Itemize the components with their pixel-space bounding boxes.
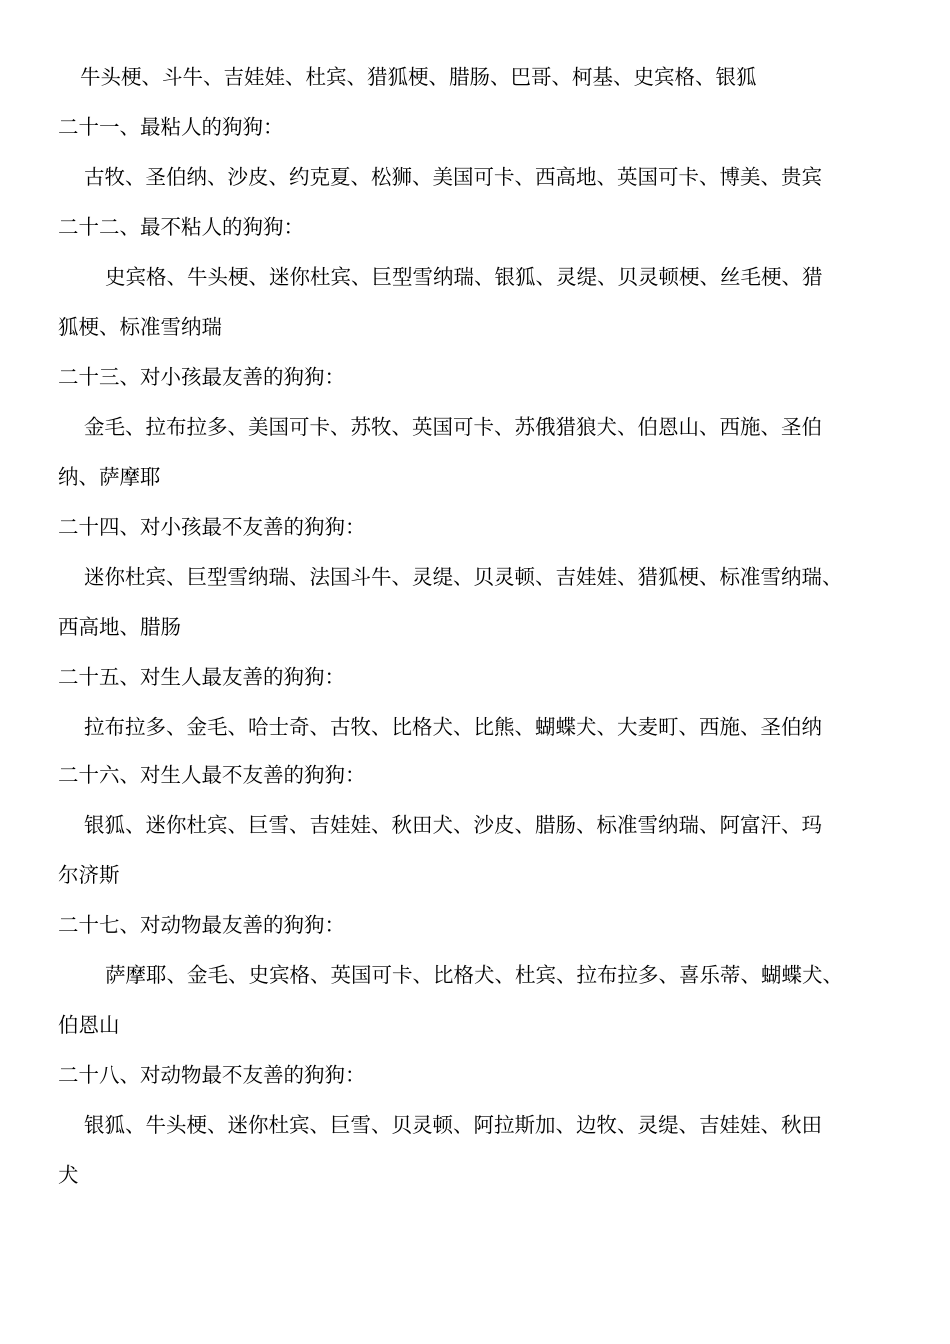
section-heading: 二十四、对小孩最不友善的狗狗： [58,515,366,539]
list-line: 银狐、迷你杜宾、巨雪、吉娃娃、秋田犬、沙皮、腊肠、标准雪纳瑞、阿富汗、玛 [84,813,822,837]
list-line: 萨摩耶、金毛、史宾格、英国可卡、比格犬、杜宾、拉布拉多、喜乐蒂、蝴蝶犬、 [105,963,843,987]
list-line-continuation: 尔济斯 [58,863,120,887]
list-line: 银狐、牛头梗、迷你杜宾、巨雪、贝灵顿、阿拉斯加、边牧、灵缇、吉娃娃、秋田 [84,1113,822,1137]
section-heading: 二十七、对动物最友善的狗狗： [58,913,345,937]
section-heading: 二十一、最粘人的狗狗： [58,115,284,139]
list-line: 迷你杜宾、巨型雪纳瑞、法国斗牛、灵缇、贝灵顿、吉娃娃、猎狐梗、标准雪纳瑞、 [84,565,843,589]
list-line-continuation: 纳、萨摩耶 [58,465,161,489]
section-heading: 二十三、对小孩最友善的狗狗： [58,365,345,389]
list-line-continuation: 西高地、腊肠 [58,615,181,639]
list-line-continuation: 伯恩山 [58,1013,120,1037]
list-line: 古牧、圣伯纳、沙皮、约克夏、松狮、美国可卡、西高地、英国可卡、博美、贵宾 [84,165,822,189]
list-line: 牛头梗、斗牛、吉娃娃、杜宾、猎狐梗、腊肠、巴哥、柯基、史宾格、银狐 [80,65,757,89]
list-line: 拉布拉多、金毛、哈士奇、古牧、比格犬、比熊、蝴蝶犬、大麦町、西施、圣伯纳 [84,715,822,739]
section-heading: 二十二、最不粘人的狗狗： [58,215,304,239]
section-heading: 二十八、对动物最不友善的狗狗： [58,1063,366,1087]
section-heading: 二十五、对生人最友善的狗狗： [58,665,345,689]
list-line-continuation: 犬 [58,1163,79,1187]
list-line: 史宾格、牛头梗、迷你杜宾、巨型雪纳瑞、银狐、灵缇、贝灵顿梗、丝毛梗、猎 [105,265,823,289]
section-heading: 二十六、对生人最不友善的狗狗： [58,763,366,787]
list-line-continuation: 狐梗、标准雪纳瑞 [58,315,222,339]
list-line: 金毛、拉布拉多、美国可卡、苏牧、英国可卡、苏俄猎狼犬、伯恩山、西施、圣伯 [84,415,822,439]
